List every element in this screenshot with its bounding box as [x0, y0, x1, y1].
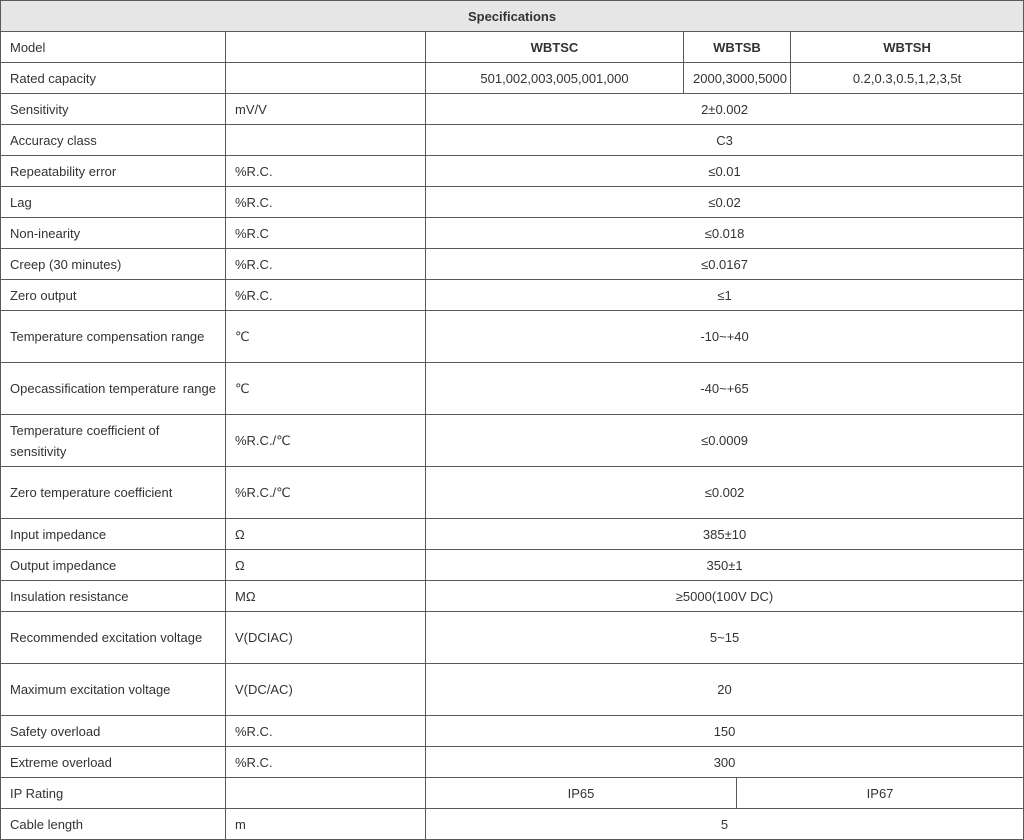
table-title: Specifications — [1, 1, 1024, 32]
row-unit: %R.C./℃ — [226, 467, 426, 519]
model-wbtsh: WBTSH — [791, 32, 1024, 63]
spec-row — [1, 415, 1024, 467]
row-value: ≤0.02 — [426, 187, 1024, 218]
row-label: Cable length — [1, 809, 226, 840]
row-label: Lag — [1, 187, 226, 218]
row-label: Model — [1, 32, 226, 63]
row-label: Sensitivity — [1, 94, 226, 125]
row-unit: MΩ — [226, 581, 426, 612]
row-value: 5 — [426, 809, 1024, 840]
row-value: 150 — [426, 716, 1024, 747]
spec-row — [1, 519, 1024, 550]
row-label: Output impedance — [1, 550, 226, 581]
row-label: Insulation resistance — [1, 581, 226, 612]
row-unit — [226, 63, 426, 94]
spec-row — [1, 664, 1024, 716]
spec-row — [1, 363, 1024, 415]
row-label: IP Rating — [1, 778, 226, 809]
row-value: 20 — [426, 664, 1024, 716]
row-unit — [226, 32, 426, 63]
row-label: Maximum excitation voltage — [1, 664, 226, 716]
row-label: Rated capacity — [1, 63, 226, 94]
row-label: Temperature compensation range — [1, 311, 226, 363]
row-value: ≤0.0167 — [426, 249, 1024, 280]
model-row — [1, 32, 1024, 63]
row-label: Accuracy class — [1, 125, 226, 156]
row-unit: mV/V — [226, 94, 426, 125]
row-value: ≥5000(100V DC) — [426, 581, 1024, 612]
row-unit: m — [226, 809, 426, 840]
spec-row — [1, 218, 1024, 249]
spec-row — [1, 581, 1024, 612]
row-label: Non-inearity — [1, 218, 226, 249]
ip-rating-row — [1, 778, 1024, 809]
cable-length-row — [1, 809, 1024, 840]
title-row — [1, 1, 1024, 32]
row-label: Creep (30 minutes) — [1, 249, 226, 280]
spec-row — [1, 716, 1024, 747]
row-label: Repeatability error — [1, 156, 226, 187]
capacity-wbtsh: 0.2,0.3,0.5,1,2,3,5t — [791, 63, 1024, 94]
row-label: Recommended excitation voltage — [1, 612, 226, 664]
spec-row — [1, 280, 1024, 311]
spec-row — [1, 156, 1024, 187]
row-value: ≤0.01 — [426, 156, 1024, 187]
row-label: Input impedance — [1, 519, 226, 550]
ip-rating-value-2: IP67 — [737, 778, 1024, 809]
row-unit: %R.C./℃ — [226, 415, 426, 467]
capacity-wbtsb: 2000,3000,5000 — [684, 63, 791, 94]
row-value: 300 — [426, 747, 1024, 778]
row-unit: V(DCIAC) — [226, 612, 426, 664]
row-value: 2±0.002 — [426, 94, 1024, 125]
row-unit: %R.C. — [226, 716, 426, 747]
row-value: 385±10 — [426, 519, 1024, 550]
row-unit: %R.C. — [226, 280, 426, 311]
row-value: C3 — [426, 125, 1024, 156]
row-unit: V(DC/AC) — [226, 664, 426, 716]
spec-row — [1, 94, 1024, 125]
row-label: Safety overload — [1, 716, 226, 747]
row-value: -40~+65 — [426, 363, 1024, 415]
spec-row — [1, 747, 1024, 778]
spec-row — [1, 550, 1024, 581]
row-unit: %R.C — [226, 218, 426, 249]
row-label: Extreme overload — [1, 747, 226, 778]
row-value: ≤0.002 — [426, 467, 1024, 519]
row-label: Zero output — [1, 280, 226, 311]
row-value: 350±1 — [426, 550, 1024, 581]
spec-row — [1, 311, 1024, 363]
row-unit — [226, 778, 426, 809]
model-wbtsc: WBTSC — [426, 32, 684, 63]
row-value: ≤0.0009 — [426, 415, 1024, 467]
row-value: -10~+40 — [426, 311, 1024, 363]
spec-row — [1, 467, 1024, 519]
row-unit: %R.C. — [226, 747, 426, 778]
row-label: Zero temperature coefficient — [1, 467, 226, 519]
row-unit — [226, 125, 426, 156]
row-unit: Ω — [226, 519, 426, 550]
row-label: Temperature coefficient of sensitivity — [1, 415, 226, 467]
row-value: ≤1 — [426, 280, 1024, 311]
row-unit: ℃ — [226, 311, 426, 363]
model-wbtsb: WBTSB — [684, 32, 791, 63]
row-unit: %R.C. — [226, 187, 426, 218]
spec-row — [1, 187, 1024, 218]
spec-row — [1, 125, 1024, 156]
row-unit: ℃ — [226, 363, 426, 415]
row-label: Opecassification temperature range — [1, 363, 226, 415]
capacity-wbtsc: 501,002,003,005,001,000 — [426, 63, 684, 94]
rated-capacity-row — [1, 63, 1024, 94]
row-value: ≤0.018 — [426, 218, 1024, 249]
spec-row — [1, 249, 1024, 280]
spec-row — [1, 612, 1024, 664]
row-unit: %R.C. — [226, 156, 426, 187]
row-value: 5~15 — [426, 612, 1024, 664]
row-unit: Ω — [226, 550, 426, 581]
ip-rating-value-1: IP65 — [426, 778, 737, 809]
row-unit: %R.C. — [226, 249, 426, 280]
